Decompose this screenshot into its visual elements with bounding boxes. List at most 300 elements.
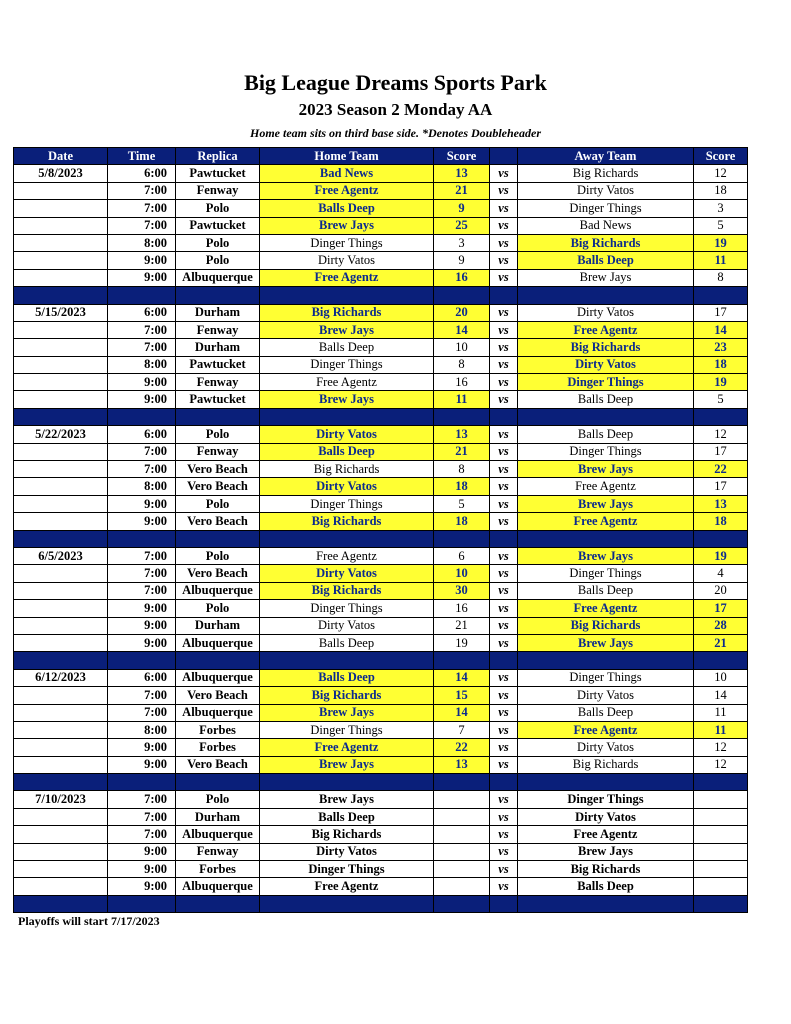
game-row	[14, 165, 748, 182]
away-team: Brew Jays	[518, 843, 694, 860]
vs-label: vs	[490, 269, 518, 286]
separator-cell	[490, 408, 518, 425]
game-date	[14, 687, 108, 704]
game-time: 8:00	[108, 721, 176, 738]
away-score: 12	[694, 426, 748, 443]
away-team: Free Agentz	[518, 478, 694, 495]
home-score: 18	[434, 478, 490, 495]
vs-label: vs	[490, 200, 518, 217]
away-team: Dirty Vatos	[518, 304, 694, 321]
home-team: Dirty Vatos	[260, 426, 434, 443]
away-score: 28	[694, 617, 748, 634]
home-score: 13	[434, 756, 490, 773]
game-time: 7:00	[108, 582, 176, 599]
game-row	[14, 217, 748, 234]
home-score: 30	[434, 582, 490, 599]
game-replica-field: Durham	[176, 617, 260, 634]
home-score: 20	[434, 304, 490, 321]
game-replica-field: Forbes	[176, 721, 260, 738]
game-time: 9:00	[108, 878, 176, 895]
home-team: Brew Jays	[260, 321, 434, 338]
home-team: Brew Jays	[260, 791, 434, 808]
separator-cell	[518, 287, 694, 304]
away-score: 18	[694, 356, 748, 373]
home-team: Dirty Vatos	[260, 843, 434, 860]
home-score: 21	[434, 443, 490, 460]
game-date	[14, 704, 108, 721]
away-team: Brew Jays	[518, 547, 694, 564]
game-replica-field: Polo	[176, 495, 260, 512]
game-replica-field: Polo	[176, 200, 260, 217]
away-score: 12	[694, 739, 748, 756]
separator-cell	[434, 287, 490, 304]
game-replica-field: Albuquerque	[176, 878, 260, 895]
game-replica-field: Durham	[176, 339, 260, 356]
game-row	[14, 200, 748, 217]
game-row	[14, 547, 748, 564]
vs-label: vs	[490, 826, 518, 843]
away-team: Brew Jays	[518, 269, 694, 286]
game-row	[14, 565, 748, 582]
away-team: Free Agentz	[518, 513, 694, 530]
game-row	[14, 356, 748, 373]
away-team: Dinger Things	[518, 565, 694, 582]
away-team: Dinger Things	[518, 374, 694, 391]
game-date	[14, 826, 108, 843]
page-subtitle: 2023 Season 2 Monday AA	[298, 100, 493, 119]
game-date	[14, 200, 108, 217]
away-team: Free Agentz	[518, 826, 694, 843]
game-time: 7:00	[108, 321, 176, 338]
game-replica-field: Polo	[176, 234, 260, 251]
game-row	[14, 704, 748, 721]
separator-cell	[176, 408, 260, 425]
game-replica-field: Pawtucket	[176, 217, 260, 234]
away-team: Big Richards	[518, 234, 694, 251]
game-time: 9:00	[108, 756, 176, 773]
game-date	[14, 478, 108, 495]
game-row	[14, 269, 748, 286]
game-date	[14, 443, 108, 460]
game-time: 7:00	[108, 826, 176, 843]
away-score	[694, 878, 748, 895]
home-team: Balls Deep	[260, 443, 434, 460]
separator-cell	[694, 530, 748, 547]
separator-cell	[260, 530, 434, 547]
home-score: 15	[434, 687, 490, 704]
game-row	[14, 739, 748, 756]
column-header-vs	[490, 148, 518, 165]
vs-label: vs	[490, 165, 518, 182]
game-replica-field: Polo	[176, 252, 260, 269]
vs-label: vs	[490, 391, 518, 408]
column-header-home-team: Home Team	[260, 148, 434, 165]
game-replica-field: Albuquerque	[176, 704, 260, 721]
home-team: Brew Jays	[260, 704, 434, 721]
home-team: Dirty Vatos	[260, 565, 434, 582]
game-row	[14, 687, 748, 704]
vs-label: vs	[490, 582, 518, 599]
game-date	[14, 374, 108, 391]
away-score: 4	[694, 565, 748, 582]
separator-cell	[694, 895, 748, 912]
game-replica-field: Albuquerque	[176, 582, 260, 599]
separator-cell	[260, 652, 434, 669]
separator-cell	[490, 287, 518, 304]
game-row	[14, 600, 748, 617]
home-score: 22	[434, 739, 490, 756]
away-score: 18	[694, 513, 748, 530]
separator-cell	[490, 652, 518, 669]
away-team: Brew Jays	[518, 634, 694, 651]
away-score: 19	[694, 374, 748, 391]
home-score	[434, 878, 490, 895]
home-team: Free Agentz	[260, 739, 434, 756]
home-score: 16	[434, 269, 490, 286]
separator-cell	[108, 530, 176, 547]
away-team: Dinger Things	[518, 669, 694, 686]
away-score: 18	[694, 182, 748, 199]
game-time: 9:00	[108, 513, 176, 530]
away-score: 20	[694, 582, 748, 599]
game-date	[14, 356, 108, 373]
separator-cell	[518, 408, 694, 425]
home-score: 8	[434, 356, 490, 373]
week-separator	[14, 774, 748, 791]
game-row	[14, 443, 748, 460]
game-time: 7:00	[108, 339, 176, 356]
game-row	[14, 826, 748, 843]
game-replica-field: Albuquerque	[176, 634, 260, 651]
away-score: 23	[694, 339, 748, 356]
separator-cell	[14, 652, 108, 669]
separator-cell	[518, 530, 694, 547]
home-team: Free Agentz	[260, 374, 434, 391]
away-score: 11	[694, 252, 748, 269]
game-row	[14, 513, 748, 530]
game-time: 7:00	[108, 443, 176, 460]
game-date	[14, 461, 108, 478]
separator-cell	[176, 652, 260, 669]
game-replica-field: Albuquerque	[176, 669, 260, 686]
game-time: 8:00	[108, 234, 176, 251]
week-separator	[14, 287, 748, 304]
game-date	[14, 182, 108, 199]
game-row	[14, 617, 748, 634]
away-score: 17	[694, 443, 748, 460]
vs-label: vs	[490, 234, 518, 251]
home-team: Dirty Vatos	[260, 617, 434, 634]
game-row	[14, 878, 748, 895]
home-team: Balls Deep	[260, 339, 434, 356]
away-score: 11	[694, 704, 748, 721]
separator-cell	[434, 774, 490, 791]
vs-label: vs	[490, 739, 518, 756]
game-time: 6:00	[108, 669, 176, 686]
away-score: 14	[694, 687, 748, 704]
home-team: Big Richards	[260, 687, 434, 704]
home-score: 8	[434, 461, 490, 478]
home-team: Big Richards	[260, 513, 434, 530]
game-date	[14, 252, 108, 269]
game-time: 9:00	[108, 269, 176, 286]
away-score: 22	[694, 461, 748, 478]
game-replica-field: Vero Beach	[176, 513, 260, 530]
home-score	[434, 791, 490, 808]
separator-cell	[260, 408, 434, 425]
separator-cell	[260, 774, 434, 791]
separator-cell	[14, 408, 108, 425]
game-replica-field: Durham	[176, 808, 260, 825]
away-score: 12	[694, 165, 748, 182]
game-replica-field: Vero Beach	[176, 461, 260, 478]
vs-label: vs	[490, 321, 518, 338]
vs-label: vs	[490, 565, 518, 582]
away-score	[694, 826, 748, 843]
game-date: 6/12/2023	[14, 669, 108, 686]
game-date	[14, 756, 108, 773]
home-score: 3	[434, 234, 490, 251]
game-date	[14, 861, 108, 878]
schedule-body	[14, 165, 748, 913]
home-team: Bad News	[260, 165, 434, 182]
home-score: 7	[434, 721, 490, 738]
home-score: 9	[434, 200, 490, 217]
away-score	[694, 861, 748, 878]
playoffs-note: Playoffs will start 7/17/2023	[18, 914, 160, 928]
home-score: 19	[434, 634, 490, 651]
game-replica-field: Vero Beach	[176, 687, 260, 704]
away-team: Bad News	[518, 217, 694, 234]
away-team: Free Agentz	[518, 600, 694, 617]
game-time: 7:00	[108, 182, 176, 199]
game-time: 9:00	[108, 739, 176, 756]
vs-label: vs	[490, 217, 518, 234]
away-team: Free Agentz	[518, 321, 694, 338]
away-score: 5	[694, 391, 748, 408]
home-team: Dinger Things	[260, 600, 434, 617]
home-score: 21	[434, 182, 490, 199]
separator-cell	[108, 287, 176, 304]
separator-cell	[694, 774, 748, 791]
away-team: Balls Deep	[518, 582, 694, 599]
doubleheader-note: Home team sits on third base side. *Denotes Doubleheader	[250, 126, 541, 140]
home-team: Brew Jays	[260, 217, 434, 234]
game-replica-field: Vero Beach	[176, 478, 260, 495]
game-replica-field: Fenway	[176, 443, 260, 460]
game-time: 8:00	[108, 478, 176, 495]
vs-label: vs	[490, 374, 518, 391]
game-replica-field: Fenway	[176, 321, 260, 338]
home-team: Dirty Vatos	[260, 478, 434, 495]
separator-cell	[434, 652, 490, 669]
game-row	[14, 234, 748, 251]
game-row	[14, 252, 748, 269]
home-score: 14	[434, 321, 490, 338]
vs-label: vs	[490, 878, 518, 895]
game-row	[14, 843, 748, 860]
separator-cell	[694, 652, 748, 669]
game-replica-field: Polo	[176, 547, 260, 564]
separator-cell	[518, 774, 694, 791]
away-score	[694, 791, 748, 808]
game-date	[14, 513, 108, 530]
game-time: 9:00	[108, 843, 176, 860]
vs-label: vs	[490, 461, 518, 478]
game-row	[14, 374, 748, 391]
home-score: 14	[434, 669, 490, 686]
game-time: 9:00	[108, 634, 176, 651]
vs-label: vs	[490, 756, 518, 773]
home-score: 16	[434, 374, 490, 391]
separator-cell	[176, 774, 260, 791]
home-score: 16	[434, 600, 490, 617]
away-team: Big Richards	[518, 756, 694, 773]
vs-label: vs	[490, 547, 518, 564]
game-date	[14, 217, 108, 234]
away-score: 8	[694, 269, 748, 286]
away-score: 5	[694, 217, 748, 234]
home-score: 25	[434, 217, 490, 234]
away-score: 11	[694, 721, 748, 738]
away-score	[694, 843, 748, 860]
vs-label: vs	[490, 791, 518, 808]
vs-label: vs	[490, 600, 518, 617]
game-date: 5/22/2023	[14, 426, 108, 443]
separator-cell	[108, 895, 176, 912]
separator-cell	[434, 408, 490, 425]
game-row	[14, 721, 748, 738]
away-team: Brew Jays	[518, 495, 694, 512]
game-time: 7:00	[108, 704, 176, 721]
vs-label: vs	[490, 808, 518, 825]
game-replica-field: Forbes	[176, 739, 260, 756]
away-team: Dinger Things	[518, 791, 694, 808]
home-score: 10	[434, 565, 490, 582]
game-date	[14, 321, 108, 338]
game-date: 5/8/2023	[14, 165, 108, 182]
home-team: Dirty Vatos	[260, 252, 434, 269]
game-row	[14, 861, 748, 878]
away-team: Dinger Things	[518, 443, 694, 460]
column-header-away-team: Away Team	[518, 148, 694, 165]
away-team: Balls Deep	[518, 878, 694, 895]
away-team: Dirty Vatos	[518, 687, 694, 704]
page-title: Big League Dreams Sports Park	[244, 70, 547, 95]
game-time: 7:00	[108, 565, 176, 582]
home-score: 18	[434, 513, 490, 530]
away-team: Big Richards	[518, 617, 694, 634]
separator-cell	[434, 895, 490, 912]
home-team: Big Richards	[260, 582, 434, 599]
game-row	[14, 808, 748, 825]
away-team: Big Richards	[518, 339, 694, 356]
home-team: Dinger Things	[260, 721, 434, 738]
game-time: 9:00	[108, 495, 176, 512]
home-score: 14	[434, 704, 490, 721]
separator-cell	[490, 895, 518, 912]
game-time: 7:00	[108, 791, 176, 808]
away-team: Balls Deep	[518, 391, 694, 408]
away-team: Dirty Vatos	[518, 808, 694, 825]
column-header-time: Time	[108, 148, 176, 165]
separator-cell	[108, 774, 176, 791]
game-replica-field: Pawtucket	[176, 391, 260, 408]
game-date	[14, 634, 108, 651]
game-time: 9:00	[108, 391, 176, 408]
game-row	[14, 304, 748, 321]
separator-cell	[490, 530, 518, 547]
vs-label: vs	[490, 252, 518, 269]
separator-cell	[694, 287, 748, 304]
away-score: 19	[694, 547, 748, 564]
away-score: 17	[694, 478, 748, 495]
game-replica-field: Albuquerque	[176, 269, 260, 286]
game-replica-field: Vero Beach	[176, 565, 260, 582]
home-team: Brew Jays	[260, 391, 434, 408]
game-time: 7:00	[108, 200, 176, 217]
vs-label: vs	[490, 356, 518, 373]
vs-label: vs	[490, 339, 518, 356]
game-replica-field: Polo	[176, 426, 260, 443]
game-replica-field: Polo	[176, 600, 260, 617]
game-time: 9:00	[108, 374, 176, 391]
vs-label: vs	[490, 861, 518, 878]
home-score: 13	[434, 165, 490, 182]
game-time: 7:00	[108, 217, 176, 234]
game-replica-field: Vero Beach	[176, 756, 260, 773]
week-separator	[14, 895, 748, 912]
week-separator	[14, 408, 748, 425]
game-row	[14, 426, 748, 443]
game-date: 6/5/2023	[14, 547, 108, 564]
away-team: Big Richards	[518, 861, 694, 878]
game-row	[14, 461, 748, 478]
separator-cell	[176, 287, 260, 304]
column-header-home-score: Score	[434, 148, 490, 165]
game-time: 8:00	[108, 356, 176, 373]
game-row	[14, 339, 748, 356]
home-team: Dinger Things	[260, 861, 434, 878]
game-date: 5/15/2023	[14, 304, 108, 321]
game-date	[14, 582, 108, 599]
home-score	[434, 861, 490, 878]
game-row	[14, 182, 748, 199]
separator-cell	[108, 408, 176, 425]
game-date	[14, 269, 108, 286]
game-date	[14, 739, 108, 756]
home-team: Balls Deep	[260, 669, 434, 686]
vs-label: vs	[490, 513, 518, 530]
vs-label: vs	[490, 843, 518, 860]
separator-cell	[14, 895, 108, 912]
away-score	[694, 808, 748, 825]
game-replica-field: Fenway	[176, 843, 260, 860]
table-header-row	[14, 148, 748, 165]
home-team: Free Agentz	[260, 182, 434, 199]
week-separator	[14, 652, 748, 669]
home-team: Balls Deep	[260, 200, 434, 217]
column-header-replica: Replica	[176, 148, 260, 165]
home-team: Big Richards	[260, 826, 434, 843]
game-date	[14, 617, 108, 634]
home-team: Free Agentz	[260, 878, 434, 895]
separator-cell	[518, 652, 694, 669]
schedule-table	[13, 147, 748, 913]
game-time: 6:00	[108, 304, 176, 321]
game-row	[14, 582, 748, 599]
home-score: 13	[434, 426, 490, 443]
